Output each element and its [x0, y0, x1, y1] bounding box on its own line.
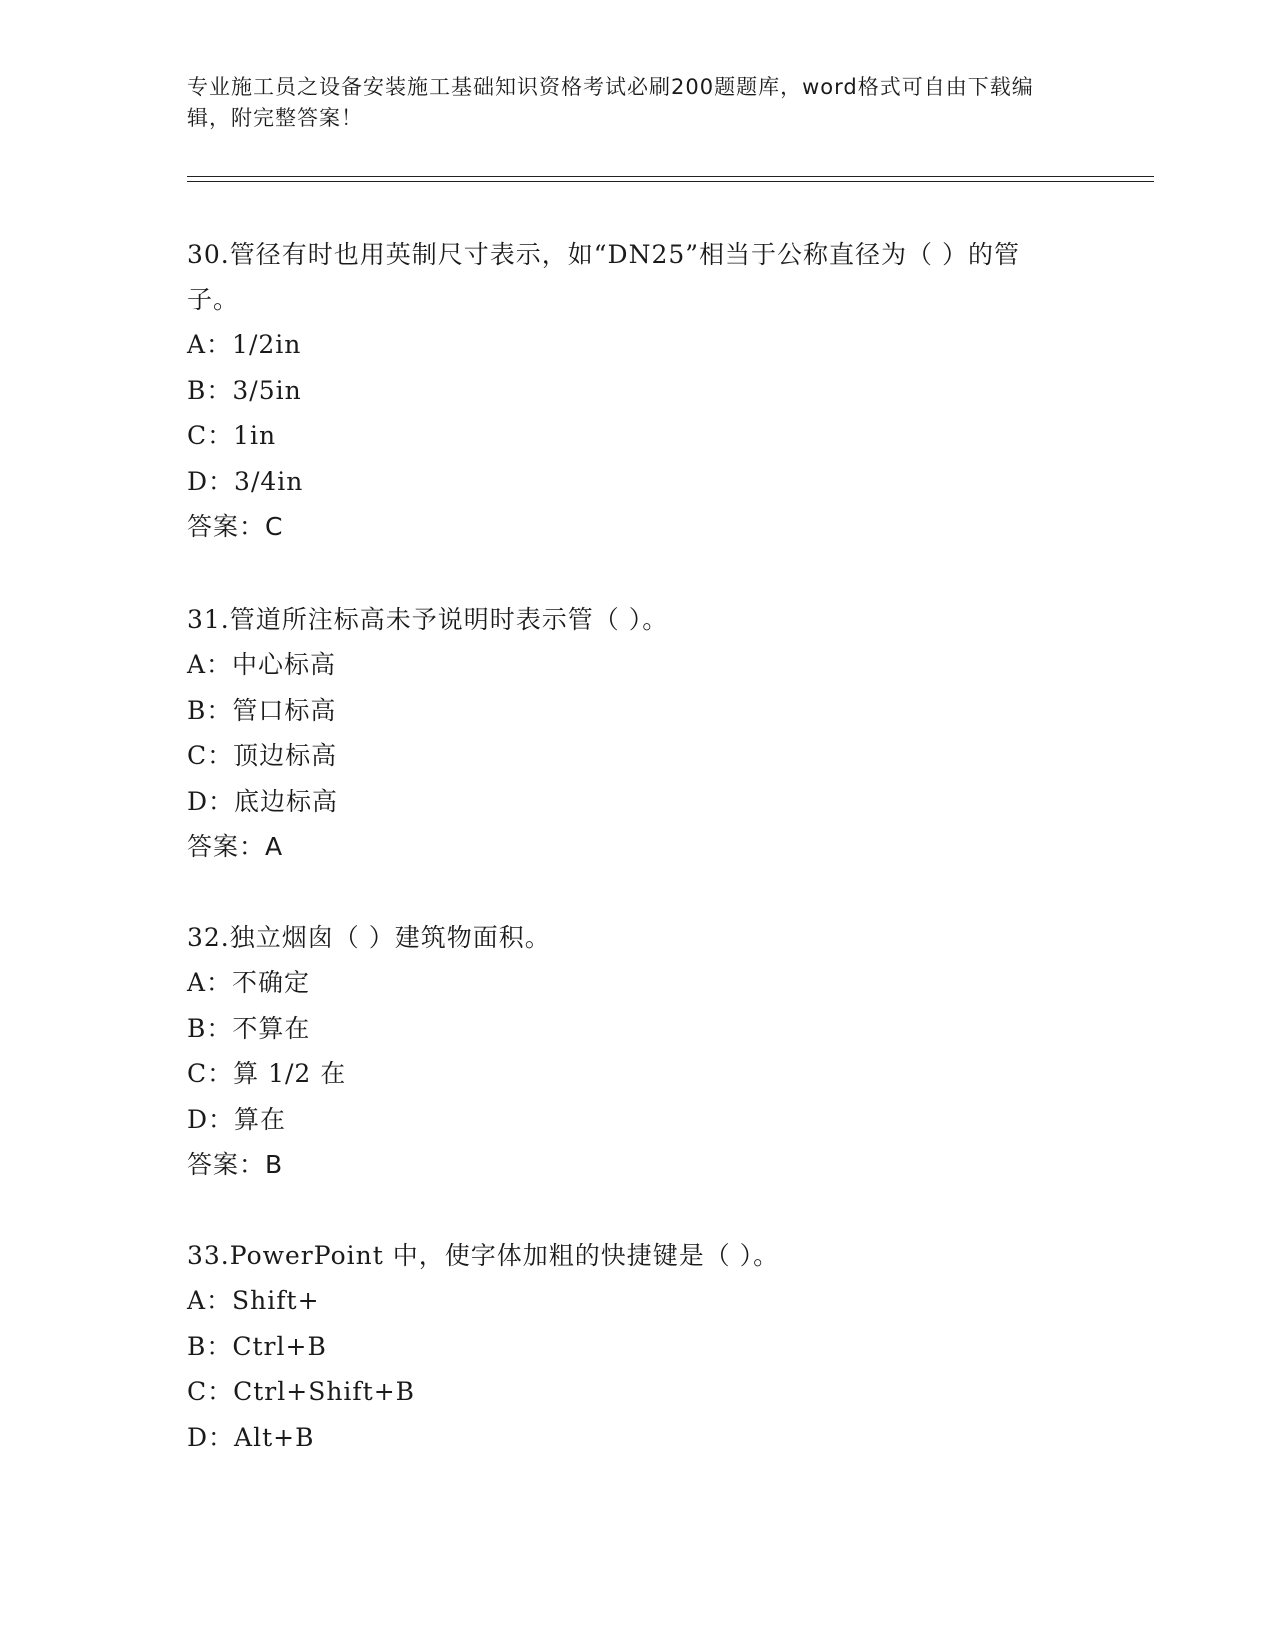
- option-d: D：Alt+B: [187, 1422, 315, 1452]
- option-a: A：1/2in: [187, 330, 302, 359]
- answer-line: 答案：C: [187, 512, 284, 541]
- question-30: [187, 232, 1067, 549]
- option-a: A：中心标高: [187, 650, 337, 679]
- option-c: C：Ctrl+Shift+B: [187, 1377, 416, 1406]
- option-b: B：Ctrl+B: [187, 1331, 327, 1361]
- question-stem: 30.管径有时也用英制尺寸表示，如“DN25”相当于公称直径为（ ）的管子。: [187, 240, 1020, 314]
- option-c: C：1in: [187, 421, 277, 450]
- option-b: B：管口标高: [187, 695, 337, 725]
- option-b: B：不算在: [187, 1013, 311, 1043]
- question-32: [187, 915, 1067, 1187]
- header-divider-top: [187, 176, 1154, 177]
- option-d: D：底边标高: [187, 786, 339, 816]
- option-c: C：算 1/2 在: [187, 1059, 347, 1088]
- document-header: 专业施工员之设备安装施工基础知识资格考试必刷200题题库，word格式可自由下载编辑，附完整答案！: [187, 75, 1034, 130]
- option-a: A：不确定: [187, 968, 311, 997]
- question-stem: 33.PowerPoint 中，使字体加粗的快捷键是（ ）。: [187, 1241, 780, 1270]
- answer-line: 答案：A: [187, 832, 284, 861]
- option-d: D：3/4in: [187, 466, 304, 496]
- question-31: [187, 597, 1067, 869]
- option-a: A：Shift+: [187, 1286, 320, 1315]
- answer-line: 答案：B: [187, 1150, 284, 1179]
- question-stem: 32.独立烟囱（ ）建筑物面积。: [187, 923, 551, 952]
- header-divider-bottom: [187, 181, 1154, 182]
- question-stem: 31.管道所注标高未予说明时表示管（ ）。: [187, 605, 669, 634]
- option-c: C：顶边标高: [187, 741, 338, 770]
- option-b: B：3/5in: [187, 375, 302, 405]
- option-d: D：算在: [187, 1104, 287, 1134]
- question-33: [187, 1233, 1067, 1460]
